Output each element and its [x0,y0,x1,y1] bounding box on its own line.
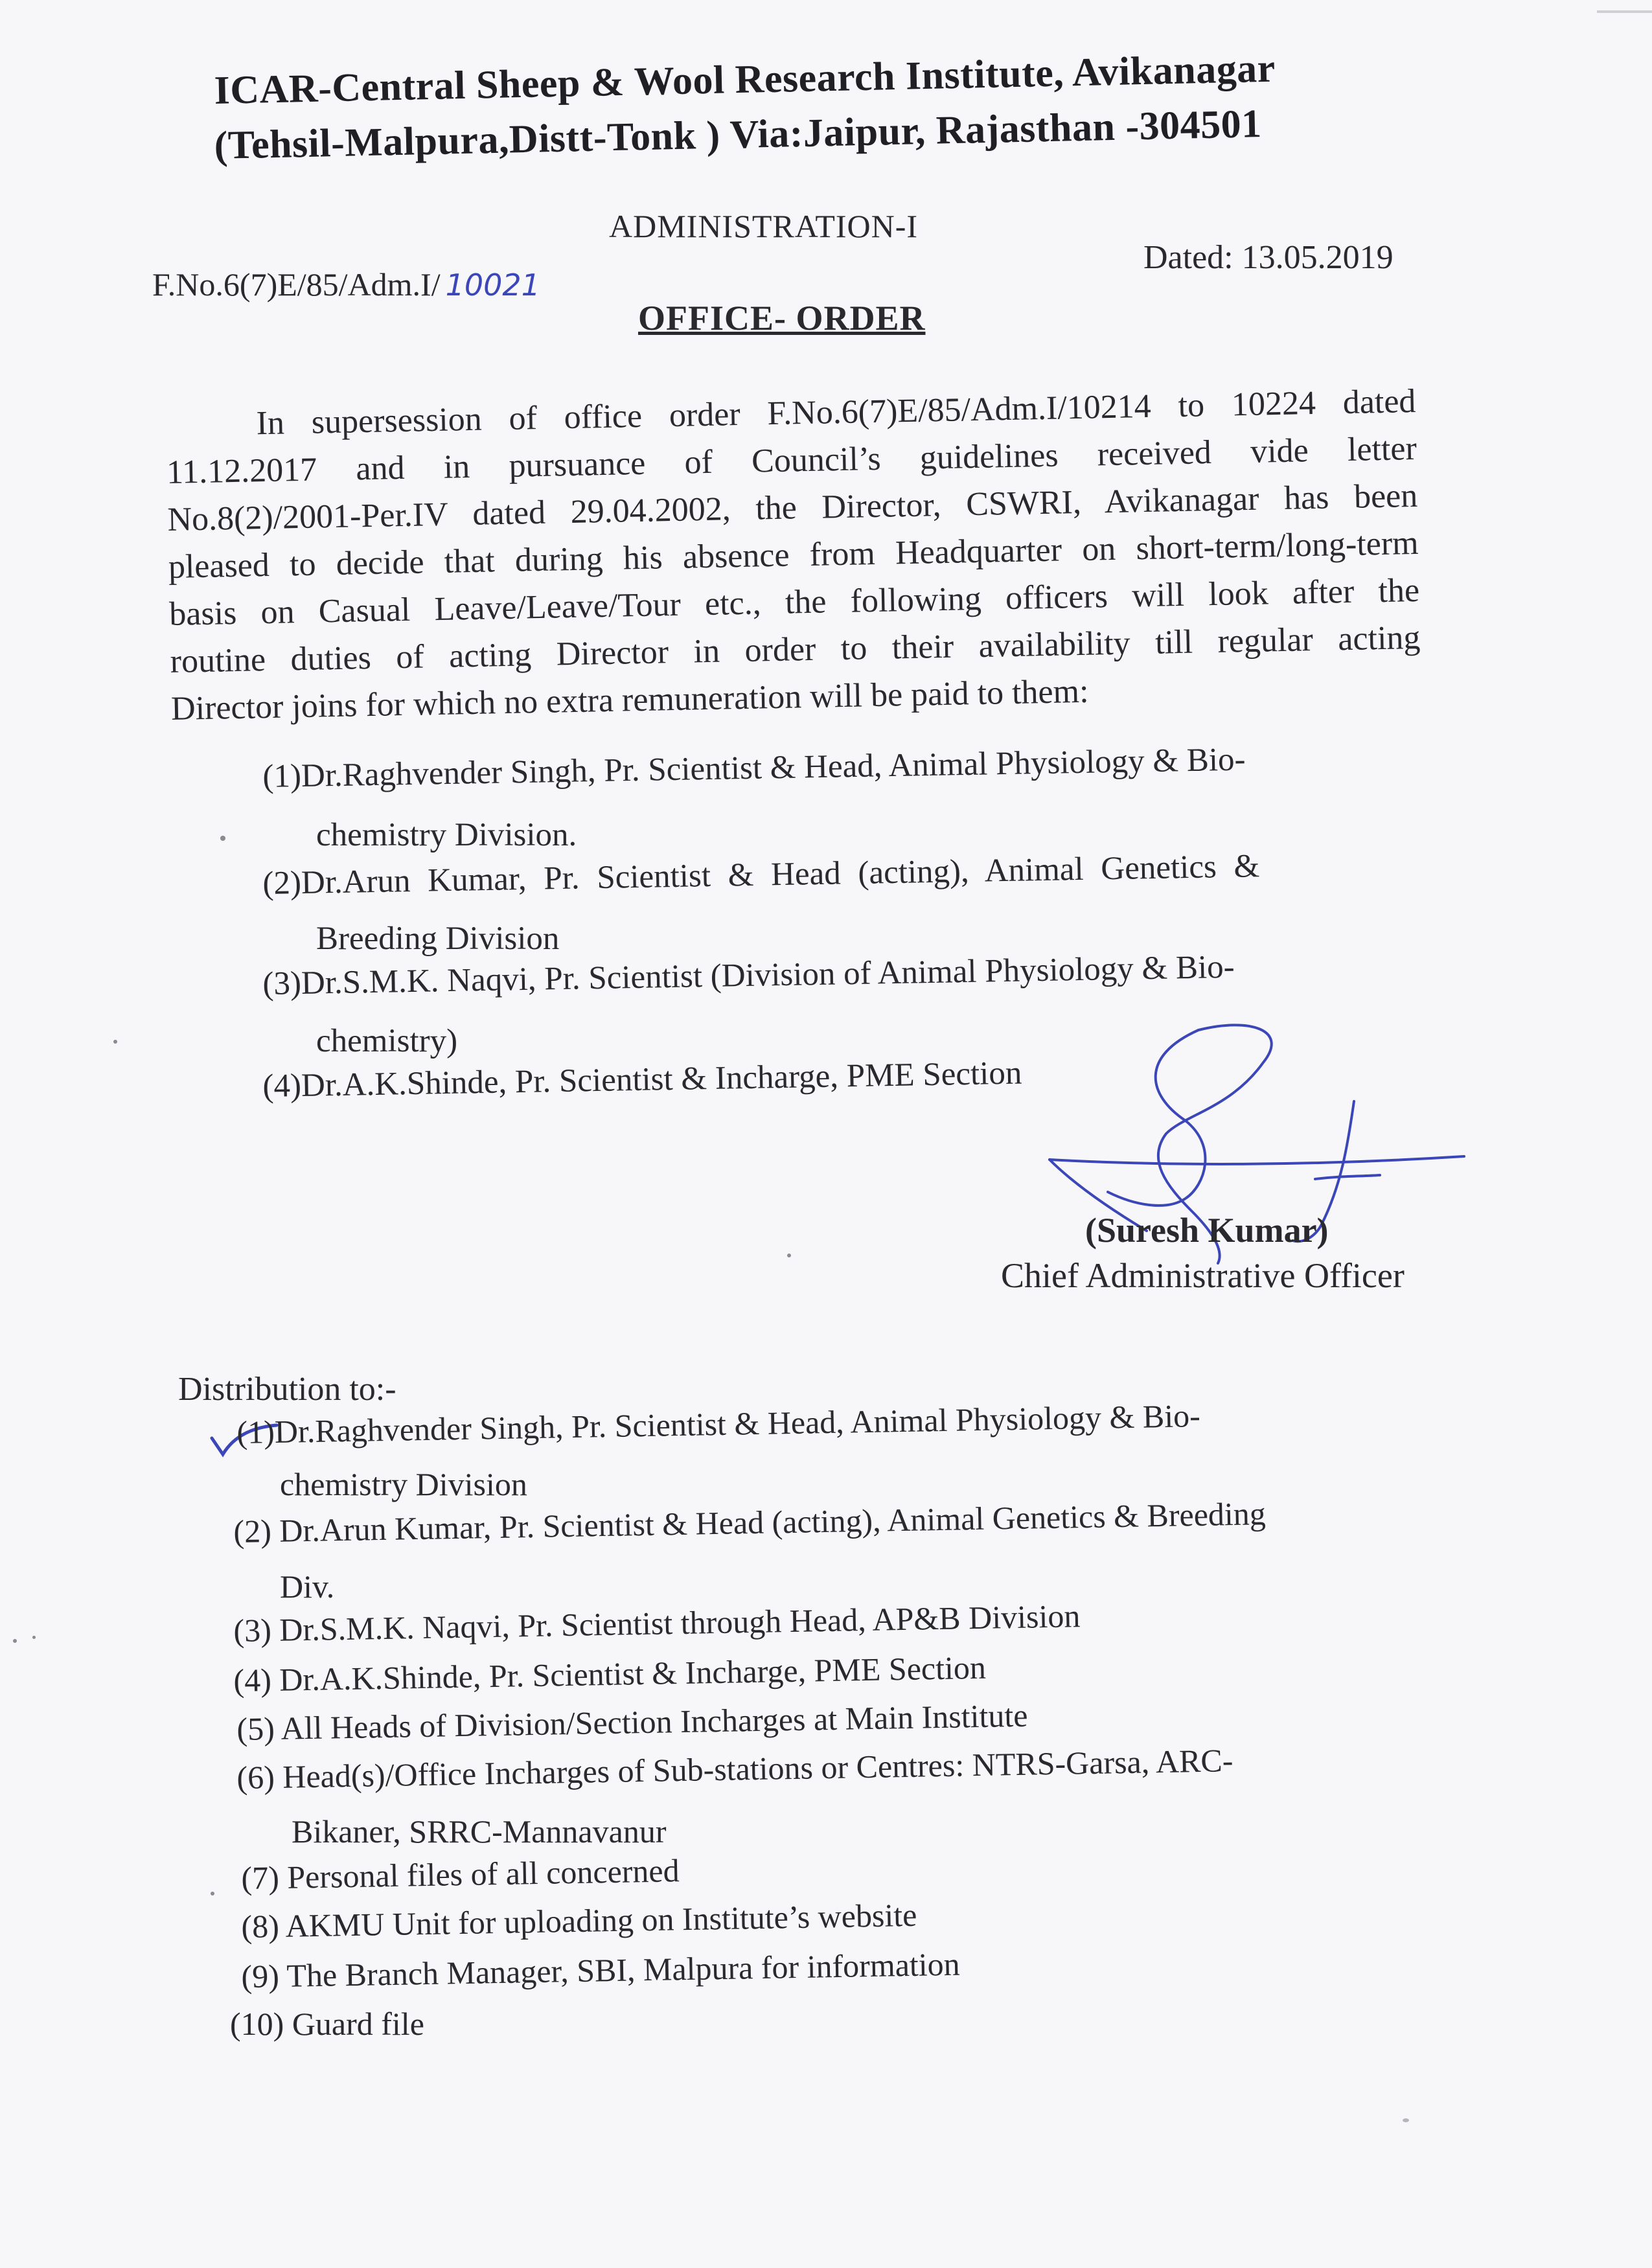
item-number: (3) [233,1611,272,1649]
item-text: Dr.Raghvender Singh, Pr. Scientist & Head, Animal Physiology & Bio- [301,741,1246,794]
item-text: Personal files of all concerned [286,1852,680,1896]
item-number: (1) [236,1413,275,1450]
paragraph-line: pleased to decide that during his absence from Headquarter on short-term/long-term [168,524,1419,586]
paragraph-line: In supersession of office order F.No.6(7)E/85/Adm.I/10214 to 10224 dated [256,382,1416,442]
distribution-heading: Distribution to:- [178,1371,396,1408]
distribution-item-1-cont: chemistry Division [280,1466,527,1502]
item-number: (9) [241,1957,280,1995]
item-text: Dr.A.K.Shinde, Pr. Scientist & Incharge, PME Section [279,1649,987,1698]
paragraph-line: Director joins for which no extra remuneration will be paid to them: [170,672,1089,727]
file-number-text: F.No.6(7)E/85/Adm.I/ [152,266,441,303]
item-text: Guard file [292,2006,424,2042]
item-number: (2) [262,864,302,902]
officer-item-2-cont: Breeding Division [316,921,560,957]
scan-speck [787,1254,791,1257]
paragraph-line: basis on Casual Leave/Leave/Tour etc., the following officers will look after the [168,571,1420,633]
scan-edge-mark [1597,10,1652,13]
institute-name: ICAR-Central Sheep & Wool Research Institute, Avikanagar [214,46,1276,113]
scan-speck [13,1639,17,1643]
file-number [152,266,540,303]
item-text: Head(s)/Office Incharges of Sub-stations or Centres: NTRS-Garsa, ARC- [282,1742,1233,1795]
item-number: (10) [230,2006,284,2042]
section-name: ADMINISTRATION-I [609,208,919,244]
signatory-name: (Suresh Kumar) [1085,1211,1329,1250]
paragraph-line: routine duties of acting Director in order to their availability till regular acting [170,619,1421,680]
item-number: (6) [236,1758,275,1796]
item-number: (4) [233,1661,272,1699]
item-text: Dr.Arun Kumar, Pr. Scientist & Head (acting), Animal Genetics & [301,848,1260,901]
signatory-designation: Chief Administrative Officer [1001,1256,1405,1295]
file-number-handwritten: 10021 [445,268,540,303]
scan-speck [113,1040,117,1044]
paragraph-line: No.8(2)/2001-Per.IV dated 29.04.2002, the Director, CSWRI, Avikanagar has been [166,477,1418,538]
document-title: OFFICE- ORDER [638,299,926,338]
scan-speck [32,1636,36,1639]
distribution-item-10 [230,2005,424,2043]
item-text: All Heads of Division/Section Incharges at Main Institute [281,1697,1028,1747]
item-number: (2) [233,1512,272,1550]
scan-speck [220,836,225,841]
item-text: AKMU Unit for uploading on Institute’s website [285,1896,917,1944]
item-text: Dr.Raghvender Singh, Pr. Scientist & Head, Animal Physiology & Bio- [274,1397,1201,1450]
order-paragraph [165,378,1421,733]
distribution-item-6 [236,1741,1233,1796]
item-number: (4) [262,1067,302,1105]
item-text: Dr.A.K.Shinde, Pr. Scientist & Incharge, PME Section [301,1055,1022,1104]
distribution-item-5 [236,1697,1028,1748]
item-number: (8) [241,1907,280,1945]
item-text: Dr.Arun Kumar, Pr. Scientist & Head (acting), Animal Genetics & Breeding [279,1495,1267,1549]
officer-item-1 [262,741,1246,796]
officer-item-1-cont: chemistry Division. [316,817,577,853]
document-date: Dated: 13.05.2019 [1143,239,1394,276]
item-text: Dr.S.M.K. Naqvi, Pr. Scientist through Head, AP&B Division [279,1598,1081,1648]
distribution-item-9 [241,1945,960,1995]
distribution-item-8 [241,1896,917,1945]
distribution-item-7 [241,1851,680,1897]
scan-speck [1403,2118,1409,2122]
item-number: (5) [236,1710,275,1747]
item-number: (7) [241,1859,280,1896]
paragraph-line: 11.12.2017 and in pursuance of Council’s guidelines received vide letter [166,430,1417,491]
distribution-item-3 [233,1597,1081,1649]
item-text: The Branch Manager, SBI, Malpura for information [286,1945,961,1994]
officer-item-2 [262,847,1260,902]
item-text: Dr.S.M.K. Naqvi, Pr. Scientist (Division of Animal Physiology & Bio- [301,948,1235,1002]
item-number: (1) [262,757,302,795]
item-number: (3) [262,965,302,1002]
distribution-item-6-cont: Bikaner, SRRC-Mannavanur [292,1813,667,1850]
officer-item-3-cont: chemistry) [316,1023,458,1059]
distribution-item-4 [233,1649,986,1699]
distribution-item-2 [233,1495,1266,1550]
institute-address: (Tehsil-Malpura,Distt-Tonk ) Via:Jaipur, Rajasthan -304501 [214,102,1263,168]
distribution-item-2-cont: Div. [280,1568,335,1605]
officer-item-4 [262,1055,1022,1105]
scan-speck [211,1892,214,1896]
